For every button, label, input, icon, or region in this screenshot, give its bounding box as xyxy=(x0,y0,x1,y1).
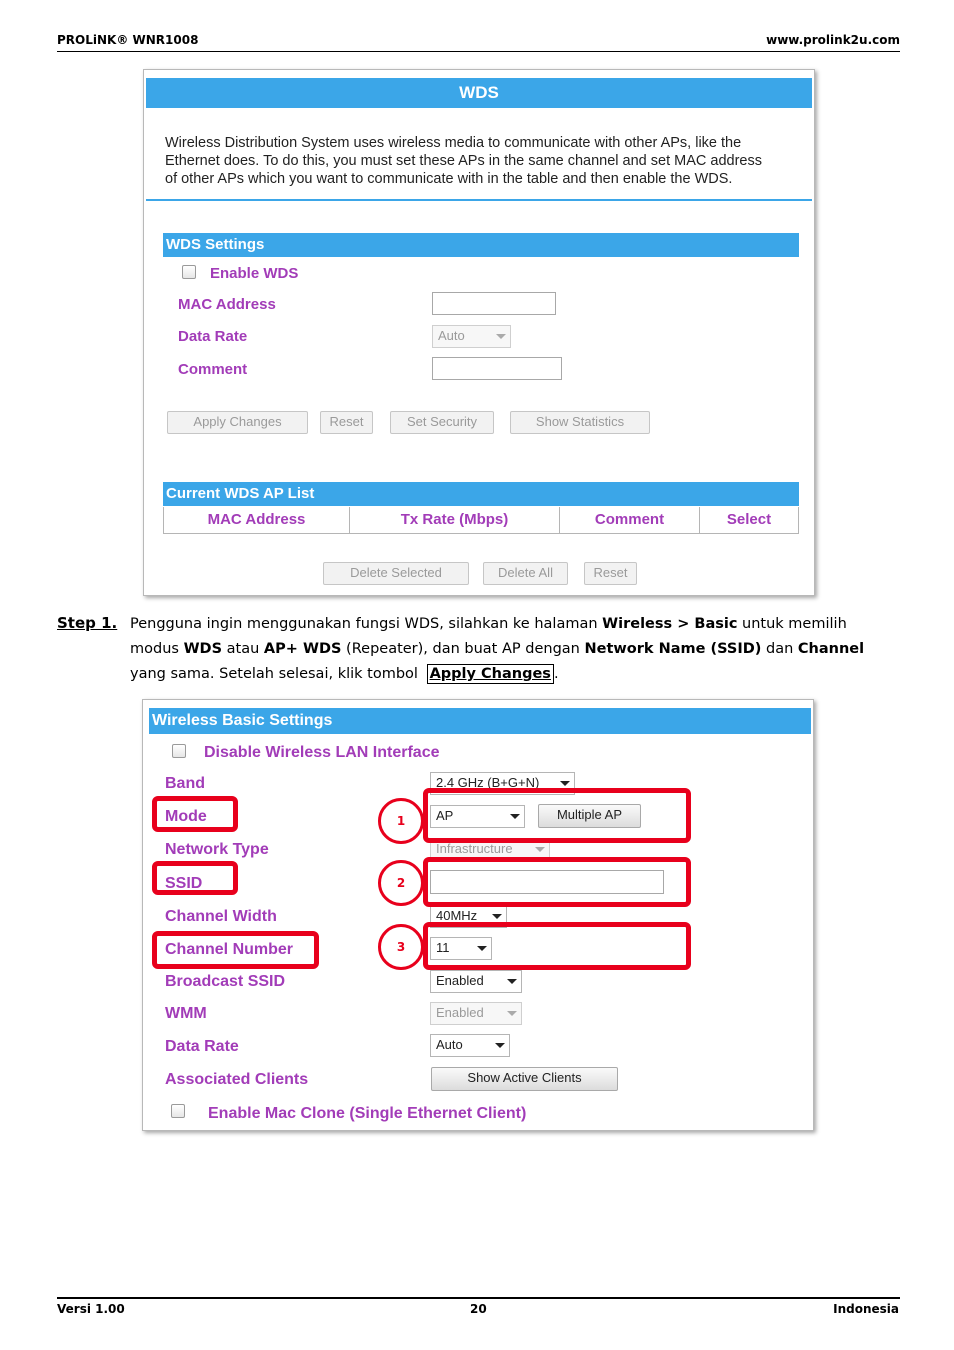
ssid-highlight xyxy=(152,861,238,895)
column-header: Select xyxy=(726,511,772,528)
wds-settings-bar: WDS Settings xyxy=(163,233,799,257)
mac-address-label: MAC Address xyxy=(178,296,276,313)
disable-wlan-label: Disable Wireless LAN Interface xyxy=(204,744,440,761)
channel-width-label: Channel Width xyxy=(165,908,277,925)
delete-selected-button[interactable]: Delete Selected xyxy=(323,562,469,585)
mac-clone-label: Enable Mac Clone (Single Ethernet Client) xyxy=(208,1105,527,1122)
data-rate-select[interactable] xyxy=(432,325,511,348)
step-text-run: Pengguna ingin menggunakan fungsi WDS, silahkan ke halaman xyxy=(130,616,603,632)
product-name: PROLiNK® WNR1008 xyxy=(57,33,199,47)
wds-screenshot xyxy=(143,69,815,596)
wds-divider xyxy=(146,199,812,201)
band-value: 2.4 GHz (B+G+N) xyxy=(436,775,540,790)
column-header: MAC Address xyxy=(164,507,350,533)
wds-ap-list-bar: Current WDS AP List xyxy=(163,482,799,506)
step-text-run: untuk memilih modus xyxy=(130,616,847,657)
disable-wlan-checkbox[interactable] xyxy=(172,744,186,758)
band-label: Band xyxy=(165,775,205,792)
wds-title-bar: WDS xyxy=(146,78,812,108)
reset-list-button[interactable]: Reset xyxy=(584,562,637,585)
show-active-clients-button[interactable]: Show Active Clients xyxy=(431,1067,618,1091)
footer-version: Versi 1.00 xyxy=(57,1302,125,1316)
mode-fields-highlight xyxy=(423,788,691,843)
step-text xyxy=(130,612,900,687)
mode-highlight xyxy=(152,796,238,832)
data-rate-value: Auto xyxy=(438,328,465,343)
reset-button[interactable]: Reset xyxy=(320,411,373,434)
mode-value: AP xyxy=(436,808,454,823)
broadcast-ssid-value: Enabled xyxy=(436,973,484,988)
step-text-run: yang sama. Setelah selesai, klik tombol xyxy=(130,666,423,682)
step-text-run: (Repeater), dan buat AP dengan xyxy=(341,641,585,657)
comment-label: Comment xyxy=(178,361,248,378)
data-rate-label: Data Rate xyxy=(178,328,248,345)
data-rate-label: Data Rate xyxy=(165,1038,239,1055)
enable-wds-label: Enable WDS xyxy=(210,265,299,282)
chevron-down-icon xyxy=(507,1011,517,1016)
header-rule xyxy=(57,51,900,52)
chevron-down-icon xyxy=(535,847,545,852)
step-text-bold: Channel xyxy=(797,641,865,657)
wds-description xyxy=(165,134,805,188)
wds-description-line: Ethernet does. To do this, you must set these APs in the same channel and set MAC address xyxy=(165,153,762,169)
apply-changes-button[interactable]: Apply Changes xyxy=(167,411,308,434)
show-statistics-button[interactable]: Show Statistics xyxy=(510,411,650,434)
wmm-label: WMM xyxy=(165,1005,207,1022)
network-type-label: Network Type xyxy=(165,841,269,858)
broadcast-ssid-label: Broadcast SSID xyxy=(165,973,286,990)
column-header: Comment xyxy=(560,507,700,533)
step-text-bold: AP+ WDS xyxy=(263,641,342,657)
chevron-down-icon xyxy=(492,914,502,919)
wireless-basic-screenshot xyxy=(142,699,814,1131)
channel-number-value: 11 xyxy=(436,940,450,955)
step-text-bold: WDS xyxy=(183,641,223,657)
footer-language: Indonesia xyxy=(833,1302,899,1316)
wds-ap-list-header xyxy=(163,507,799,534)
mac-address-input[interactable] xyxy=(432,292,556,315)
chevron-down-icon xyxy=(496,334,506,339)
set-security-button[interactable]: Set Security xyxy=(390,411,494,434)
ssid-label: SSID xyxy=(165,875,203,892)
callout-1: 1 xyxy=(378,798,424,844)
wmm-select[interactable] xyxy=(430,1002,522,1025)
step-text-run: . xyxy=(553,666,559,682)
callout-3: 3 xyxy=(378,924,424,970)
mode-label: Mode xyxy=(165,808,207,825)
step-label: Step 1. xyxy=(57,614,118,632)
ssid-field-highlight xyxy=(423,857,691,907)
step-text-run: atau xyxy=(222,641,264,657)
channel-number-label: Channel Number xyxy=(165,941,294,958)
footer-rule xyxy=(57,1297,900,1299)
network-type-value: Infrastructure xyxy=(436,841,513,856)
page-number: 20 xyxy=(470,1302,487,1316)
website-url: www.prolink2u.com xyxy=(766,33,900,47)
callout-2: 2 xyxy=(378,860,424,906)
step-text-bold: Wireless > Basic xyxy=(602,616,738,632)
wireless-basic-title-bar: Wireless Basic Settings xyxy=(149,708,811,734)
multiple-ap-button[interactable]: Multiple AP xyxy=(538,804,641,828)
delete-all-button[interactable]: Delete All xyxy=(483,562,568,585)
apply-changes-reference: Apply Changes xyxy=(427,664,554,684)
wds-description-line: Wireless Distribution System uses wireless media to communicate with other APs, like the xyxy=(165,135,742,151)
channel-number-highlight xyxy=(152,931,319,969)
column-header: Tx Rate (Mbps) xyxy=(350,507,560,533)
chevron-down-icon xyxy=(495,1043,505,1048)
mac-clone-checkbox[interactable] xyxy=(171,1104,185,1118)
comment-input[interactable] xyxy=(432,357,562,380)
channel-width-value: 40MHz xyxy=(436,908,478,923)
step-text-run: dan xyxy=(761,641,798,657)
wmm-value: Enabled xyxy=(436,1005,484,1020)
wds-description-line: of other APs which you want to communicate with in the table and then enable the WDS. xyxy=(165,171,733,187)
chevron-down-icon xyxy=(560,781,570,786)
enable-wds-checkbox[interactable] xyxy=(182,265,196,279)
step-text-bold: Network Name (SSID) xyxy=(584,641,762,657)
channel-field-highlight xyxy=(423,922,691,970)
broadcast-ssid-select[interactable] xyxy=(430,970,522,993)
data-rate-select[interactable] xyxy=(430,1034,510,1057)
associated-clients-label: Associated Clients xyxy=(165,1071,309,1088)
data-rate-value: Auto xyxy=(436,1037,463,1052)
chevron-down-icon xyxy=(507,979,517,984)
